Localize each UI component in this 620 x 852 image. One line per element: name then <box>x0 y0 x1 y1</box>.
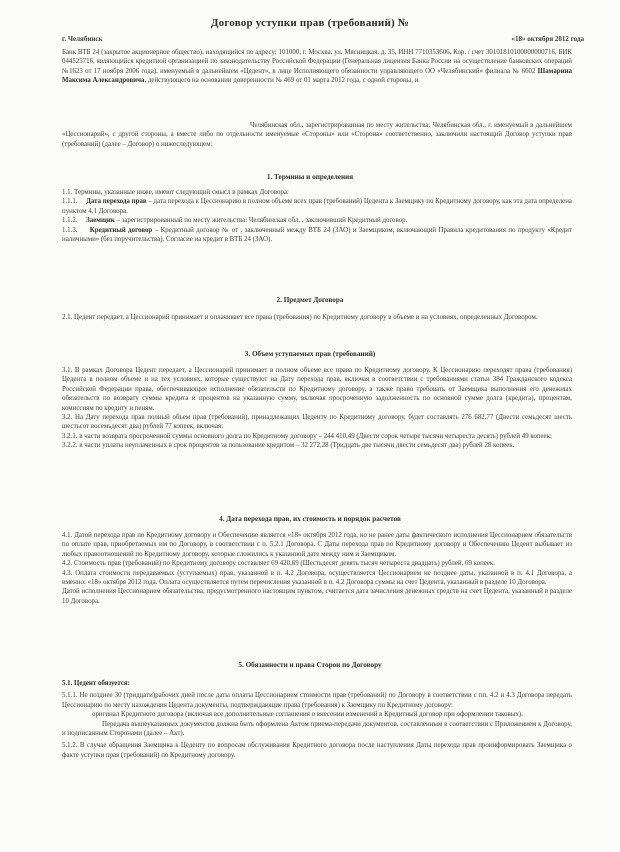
clause-1-1-3-text: – Кредитный договор № от , заключенный между ВТБ 24 (ЗАО) и Заемщиком, включающий Правила кредитования по продукту «Кредит наличными» (без поручительства). Согласие на кредит в ВТБ 24 (ЗАО). <box>62 226 572 244</box>
clause-3-2: 3.2. На Дату перехода прав полный объем прав (требований), принадлежащих Цеденту по Кредитному договору, будет составлять 276 682,77 (Двести семьдесят шесть шестьсот восемьдесят два) рублей 77 копеек, включая: <box>62 414 572 431</box>
document-date: «18» октября 2012 года <box>511 35 584 43</box>
section-5-heading: 5. Обязанности и права Сторон по Договору <box>238 661 382 669</box>
section-2-heading: 2. Предмет Договора <box>276 296 344 304</box>
clause-5-1-1-act: Передача вышеуказанных документов должна быть оформлена Актом приема-передачи документов, составленным в соответствии с Приложением к Договору, и подписанным Сторонами (далее – Акт). <box>62 720 572 738</box>
clause-5-1-2: 5.1.2. В случае обращения Заемщика к Цеденту по вопросам обслуживания Кредитного договора после наступления Даты перехода прав проинформировать Заемщика о факте уступки прав (требований) по Кредитному договору. <box>62 742 572 759</box>
clause-4-4: Датой исполнения Цессионарием обязательства, предусмотренного настоящим пунктом, считается дата зачисления денежных средств на счет Цедента, указанный в разделе 10 Договора. <box>62 588 572 605</box>
clause-5-1: 5.1. Цедент обязуется: <box>62 680 130 687</box>
section-3-body <box>62 366 572 451</box>
clause-1-1-1-text: – дата перехода к Цессионарию в полном объеме всех прав (требований) Цедента к Заемщику по Кредитному договору, как эта дата определена пунктом 4.1 Договора. <box>62 198 572 215</box>
clause-3-2-1: 3.2.1. в части возврата просроченной суммы основного долга по Кредитному договору – <box>62 432 322 440</box>
clause-4-1: 4.1. Датой перехода прав по Кредитному договору и Обеспечению является «18» октября 2012 года, но не ранее даты фактического исполнения Цессионарием обязательств по оплате прав, приобретаемых им по Договору, в соответствии с п. 5.2.1 Договора. С Даты перехода прав по Кредитному договору и Обеспечению Цедент выбывает из любых правоотношений по Кредитному договору, которые сложились к указанной дате между ним и Заемщиком. <box>62 532 572 558</box>
principal-amount: 244 410,49 (Двести сорок четыре тысячи четыреста десять) рублей 49 копеек; <box>323 432 552 440</box>
clause-1-1: 1.1. Термины, указанные ниже, имеют следующий смысл в рамках Договора: <box>62 189 289 196</box>
section-1-body <box>62 188 572 244</box>
clause-1-1-2-number: 1.1.2. <box>62 217 78 225</box>
intro-paragraph-2 <box>62 121 572 149</box>
section-4-body <box>62 531 572 606</box>
clause-1-1-2-text: – зарегистрированный по месту жительства: Челябинская обл. , заключивший Кредитный договор. <box>114 217 408 225</box>
intro-paragraph <box>62 48 572 86</box>
section-5-body <box>62 679 572 760</box>
intro-text-end: , действующего на основании доверенности № 469 от 01 марта 2012 года, с одной стороны, и <box>144 77 419 85</box>
clause-3-2-2: 3.2.2. в части уплаты неуплаченных в срок процентов за пользование кредитом – 32 272,28 (Тридцать две тысячи двести семьдесят два) рублей 28 копеек. <box>62 442 515 450</box>
term-credit-agreement: Кредитный договор <box>89 226 153 234</box>
clause-2-1: 2.1. Цедент передает, а Цессионарий принимает и оплачивает все права (требования) по Кредитному договору в объеме и на условиях, определенных Договором. <box>62 314 538 321</box>
section-1-heading: 1. Термины и определения <box>266 173 354 181</box>
clause-3-1: 3.1. В рамках Договора Цедент передает, а Цессионарий принимает в полном объеме все права по Кредитному договору. К Цессионарию переходят права (требования) Цедента в полном объеме и на тех условиях, которые существуют на Дату перехода прав, включая в соответствии с требованиями статьи 384 Гражданского кодекса Российской Федерации права, обеспечивающие исполнение обязательств по Кредитному договору, а также право требовать от Заемщика выполнения его денежных обязательств по возврату суммы кредита и процентов на указанную сумму, включая просроченную задолженность по основной сумме долга (кредита), процентам, комиссиям по кредиту и пеням. <box>62 367 572 412</box>
clause-5-1-1: 5.1.1. Не позднее 30 (тридцати)рабочих дней после даты оплаты Цессионарием стоимости прав (требований) по Договору в соответствии с пп. 4.2 и 4.3 Договора передать Цессионарию по месту нахождения Цедента документы, подтверждающие права (требования) к Заемщику по Кредитному договору: <box>62 692 572 709</box>
term-transfer-date: Дата перехода прав <box>86 198 147 206</box>
intro-text-2: Челябинская обл., зарегистрированная по месту жительства: Челябинская обл., г. именуемый в дальнейшем «Цессионарий», с другой стороны, а вместе либо по отдельности именуемые «Стороны» или «Сторона» соответственно, заключили настоящий Договор уступки прав (требований) (далее – Договор) о нижеследующем: <box>62 122 572 148</box>
clause-1-1-1-number: 1.1.1. <box>62 198 78 206</box>
clause-4-3: 4.3. Оплата стоимости передаваемых (уступаемых) прав, указанной в п. 4.2 Договора, осуществляется Цессионарием не позднее даты, указанной в п. 4.1 Договора, а именно: «18» октября 2012 года. Оплата осуществляется путем перечисления указанной в п. 4.2 Договора суммы на счет Цедента, указанный в разделе 10 Договора. <box>62 569 572 587</box>
document-city: г. Челябинск <box>62 35 103 43</box>
document-title: Договор уступки прав (требований) № <box>210 17 410 29</box>
representative-name: Шамарина Максима Александровича <box>62 67 572 85</box>
term-borrower: Заемщик <box>86 217 115 225</box>
section-3-heading: 3. Объем уступаемых прав (требований) <box>244 350 376 358</box>
section-4-heading: 4. Дата перехода прав, их стоимость и порядок расчетов <box>219 515 401 523</box>
intro-text: Банк ВТБ 24 (закрытое акционерное общество), находящийся по адресу: 101000, г. Москва, ул. Мясницкая, д. 35, ИНН 7710353606, Кор. / счет 30101810100000000716, БИК 044525716, являющийся кредитной организацией по законодательству Российской Федерации (Генеральная лицензия Банка России на осуществление банковских операций №1623 от 17 ноября 2006 года), именуемый в дальнейшем «Цедент», в лице Исполняющего обязанности управляющего ОО «Челябинский» филиала № 6602 <box>62 49 572 75</box>
clause-4-2: 4.2. Стоимость прав (требований) по Кредитному договору составляет 69 420,69 (Шестьдесят девять тысяч четыреста двадцать) рублей, 69 копеек. <box>62 560 495 568</box>
clause-5-1-1-item: оригинал Кредитного договора (включая все дополнительные соглашения о внесении изменений в Кредитный договор при оформлении таковых). <box>92 711 523 719</box>
clause-1-1-3-number: 1.1.3. <box>62 226 78 234</box>
section-2-body <box>62 313 572 322</box>
